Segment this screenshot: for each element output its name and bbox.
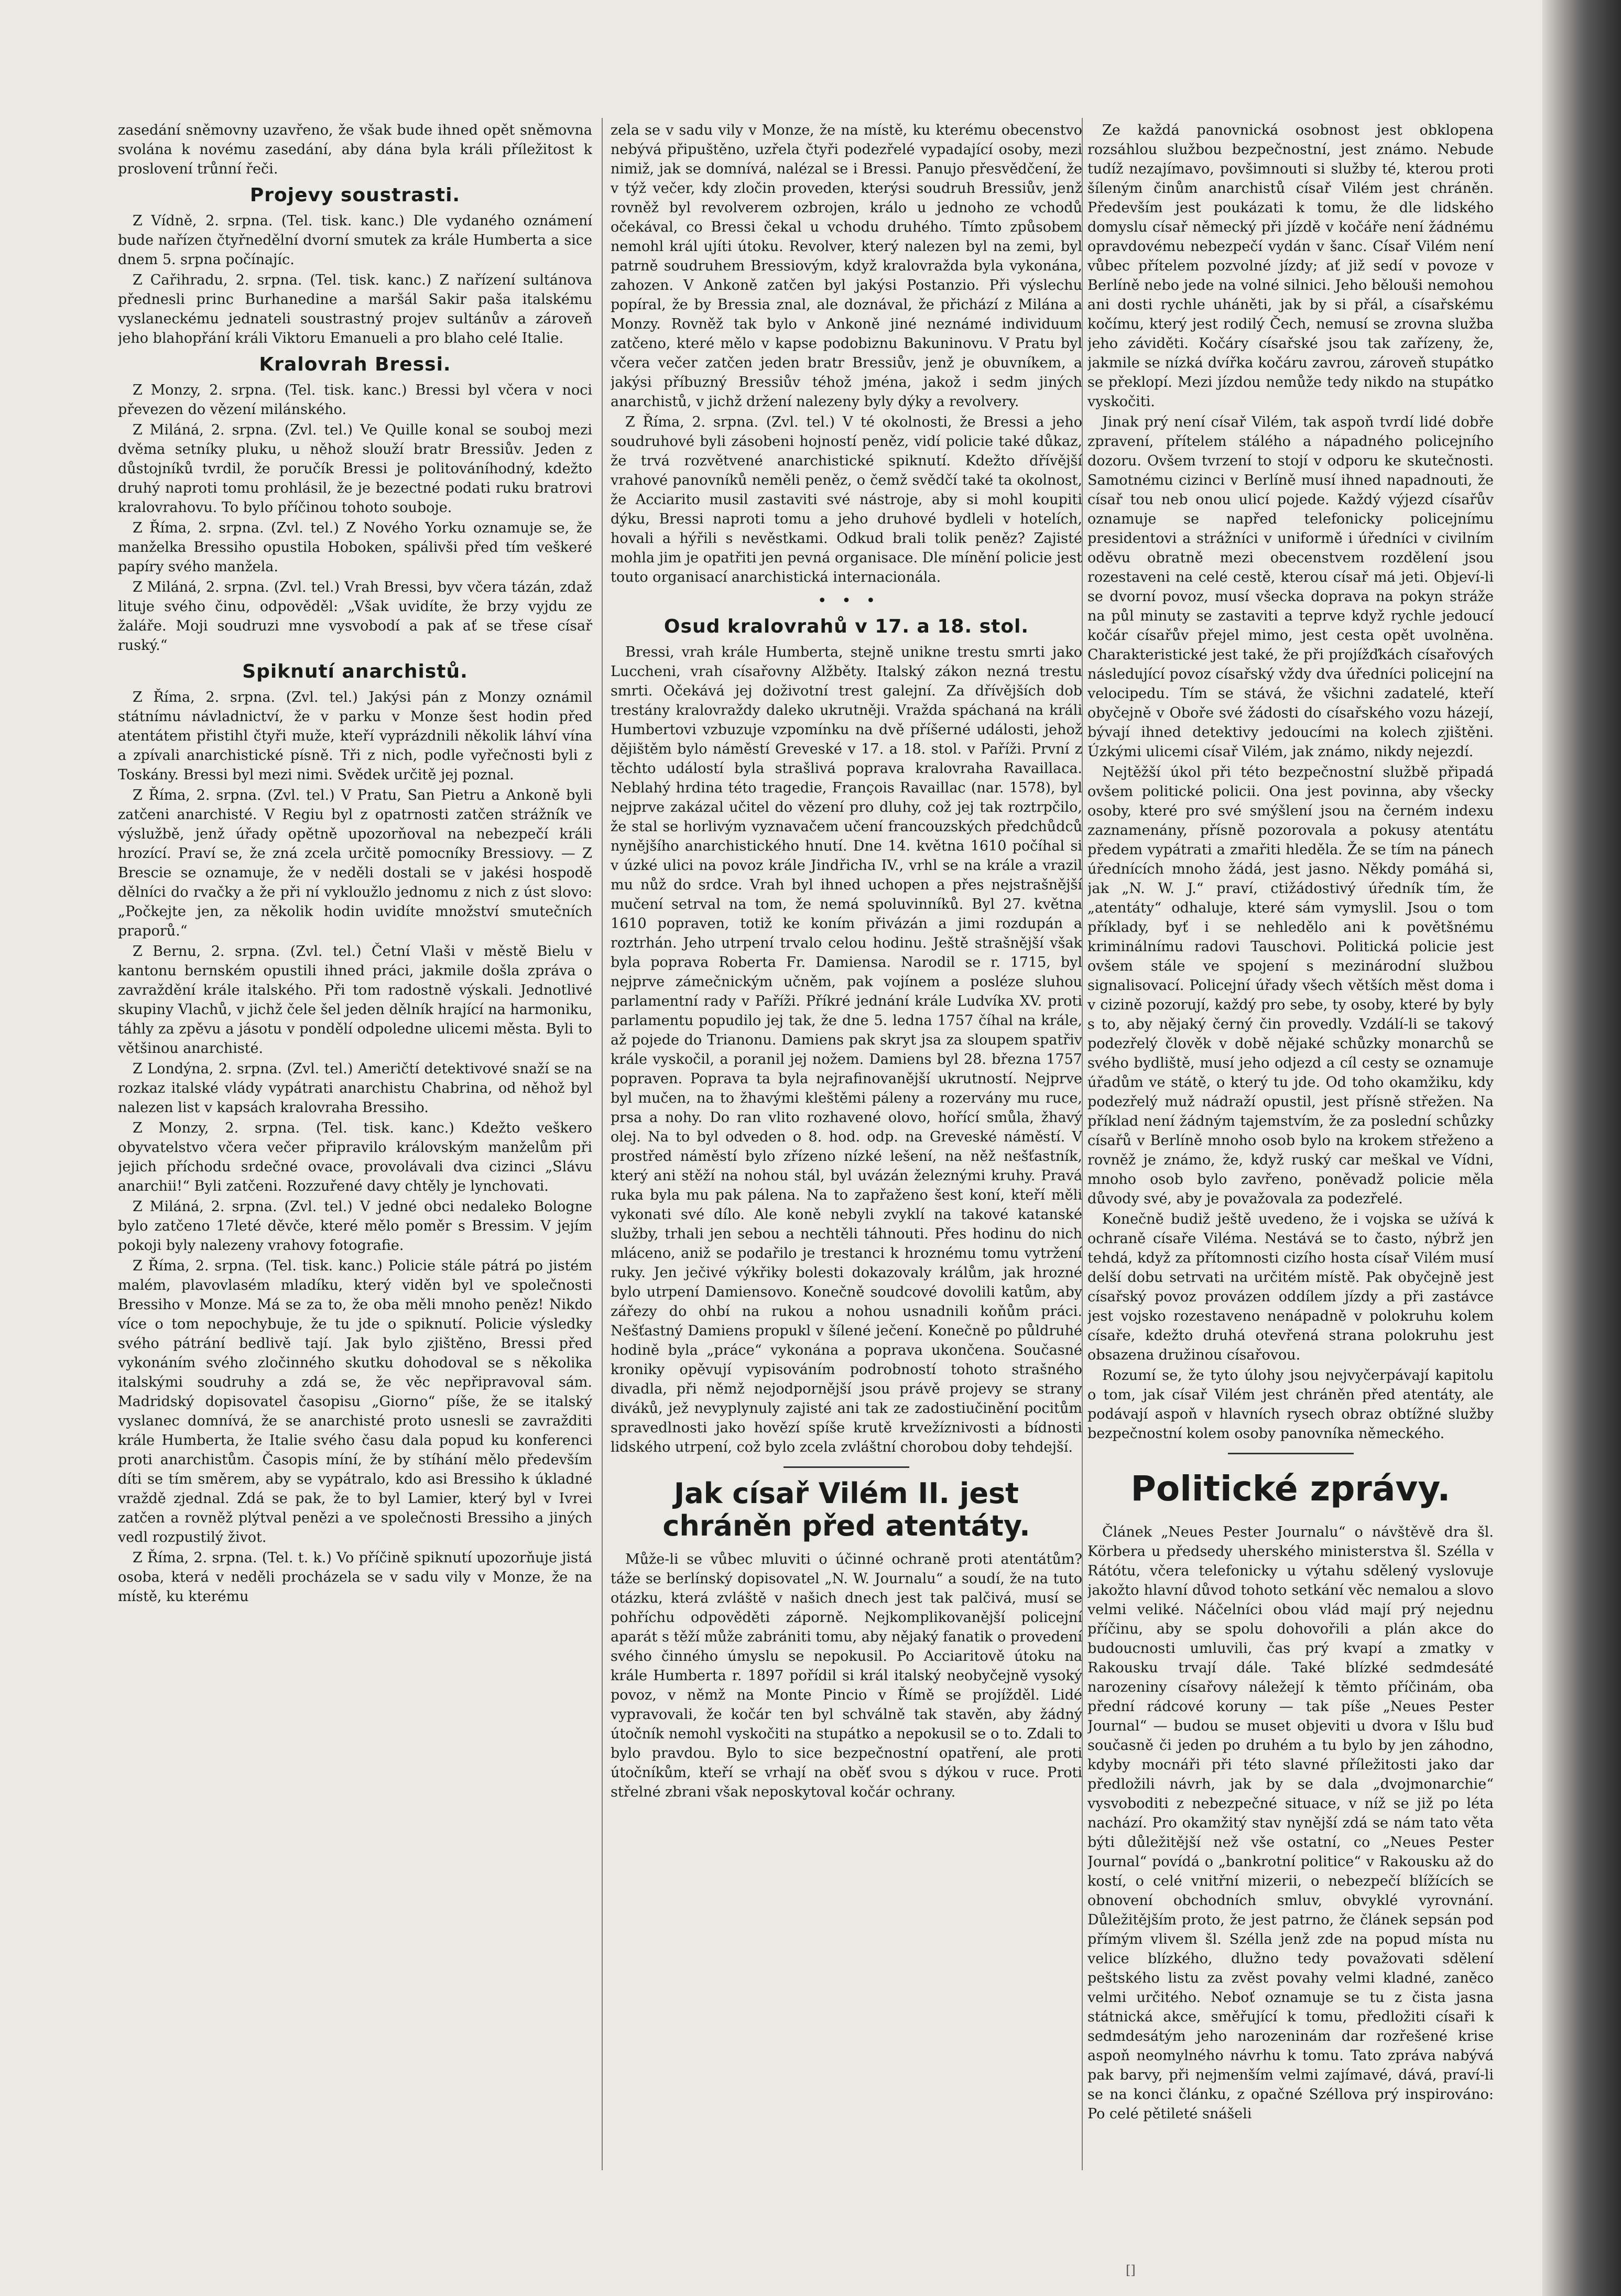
news-item-rome-plot: Z Říma, 2. srpna. (Tel. t. k.) Vo příčině spiknutí upozorňuje jistá osoba, která v neděli procházela se v sadu vily v Monze, že na místě, ku kterému: [118, 1550, 592, 1605]
paragraph-continuation-col2: zela se v sadu vily v Monze, že na místě, ku kterému obecenstvo nebývá připuštěno, uzřela čtyři podezřelé vypadající osoby, mezi nimiž, jak se domnívá, nalézal se i Bressi. Panujo přesvědčení, že v týž večer, kdy zločin proveden, kterýsi soudruh Bressiův, jenž rovněž byl revolverem ozbrojen, králo u jednoho ze vchodů očekával, co Bressi čekal u vchodu druhého. Tímto způsobem nemohl král ujíti útoku. Revolver, který nalezen byl na zemi, byl patrně soudruhem Bressiovým, když kralovražda byla vykonána, zahozen. V Ankoně zatčen byl jakýsi Postanzio. Při výslechu popíral, že by Bressia znal, ale doznával, že přichází z Milána a Monzy. Rovněž tak bylo v Ankoně jiné neznámé individuum zatčeno, které mělo v kapse podobiznu Bakuninovu. V Pratu byl včera večer zatčen jeden bratr Bressiův, jenž je obuvníkem, a jakýsi příbuzný Bressiův téhož jména, jakož i sedm jiných anarchistů, v jichž držení nalezeny byly dýky a revolvery.: [611, 122, 1082, 410]
heading-osud-kralovrahu: Osud kralovrahů v 17. a 18. stol.: [663, 616, 1029, 637]
heading-projevy-soustrasti: Projevy soustrasti.: [249, 184, 461, 206]
article-cisar-vilem-part2: Ze každá panovnická osobnost jest obklopena rozsáhlou službou bezpečnostní, jest známo. Nebude tudíž nezajímavo, povšimnouti si služby té, kterou proti šíleným činům anarchistů císař Vilém jest chráněn. Především jest poukázati k tomu, že dle lidského domyslu císař německý při jízdě v kočáře není žádnému opravdovému nebezpečí vydán v šanc. Císař Vilém není vůbec přítelem pozvolné jízdy; ať již sedí v povoze v Berlíně nebo jede na volné silnici. Jeho bělouši nemohou ani dosti rychle uháněti, jak by si přál, a císařskému kočímu, který jest rodilý Čech, nemusí se zrovna služba jeho záviděti. Kočáry císařské jsou tak zařízeny, že, jakmile se nízká dvířka kočáru zavrou, zároveň stupátko se překlopí. Mezi jízdou nemůže tedy nikdo na stupátko vyskočiti.: [1087, 122, 1494, 410]
heading-politicke-zpravy: Politické zprávy.: [1130, 1468, 1451, 1509]
news-item-milan-duel: Z Miláná, 2. srpna. (Zvl. tel.) Ve Quille konal se souboj mezi dvěma setníky pluku, u něhož slouží bratr Bressiův. Jeden z důstojníků tvrdil, že poručík Bressi je politováníhodný, kdežto druhý naproti tomu prohlásil, že je bezectné podati ruku bratrovi kralovrahovu. To bylo příčinou tohoto souboje.: [118, 422, 592, 516]
column-2: [611, 121, 1082, 2170]
heading-kralovrah-bressi: Kralovrah Bressi.: [259, 354, 451, 375]
article-osud-kralovrahu: Bressi, vrah krále Humberta, stejně unikne trestu smrti jako Luccheni, vrah císařovny Alžběty. Italský zákon nezná trestu smrti. Očekává jej doživotní trest galejní. Za dřívějších dob trestány kralovraždy daleko ukrutněji. Vražda spáchaná na králi Humbertovi vzbuzuje vzpomínku na dvě příšerné události, jehož dějištěm bylo náměstí Greveské v 17. a 18. stol. v Paříži. První z těchto událostí byla strašlivá poprava kralovraha Ravaillaca. Neblahý hrdina této tragedie, François Ravaillac (nar. 1578), byl nejprve zakázal učitel do vězení pro dluhy, což jej tak roztrpčilo, že stal se horlivým vyznavačem učení francouzských předchůdců nynějšího anarchistického hnutí. Dne 14. května 1610 počíhal si v úzké ulici na povoz krále Jindřicha IV., vrhl se na krále a vrazil mu nůž do srdce. Vrah byl ihned uchopen a přes nejstrašnější mučení setrval na tom, že nemá spoluvinníků. Byl 27. května 1610 popraven, totiž ke koním přivázán a jimi rozdupán a roztrhán. Jeho utrpení trvalo celou hodinu. Ještě strašnější však byla poprava Roberta Fr. Damiensa. Narodil se r. 1715, byl nejprve zámečnickým učněm, pak vojínem a posléze sluhou parlamentní rady v Paříži. Příkré jednání krále Ludvíka XV. proti parlamentu popudilo jej tak, že dne 5. ledna 1757 číhal na krále, až pojede do Trianonu. Damiens pak skryt jsa za sloupem spatřiv krále vyskočil, a poranil jej nožem. Damiens byl 28. března 1757 popraven. Poprava ta byla nejrafinovanější ukrutností. Nejprve byl mučen, na to žhavými kleštěmi páleny a rozervány mu ruce, prsa a nohy. Do ran vlito rozhavené olovo, hořící smůla, žhavý olej. Na to byl odveden o 8. hod. odp. na Greveské náměstí. V prostřed náměstí bylo zřízeno nízké lešení, na něž nešťastník, který ani stěží na nohou stál, byl uvázán železnými kruhy. Pravá ruka byla mu pak pálena. Na to zapřaženo šest koní, kteří měli vykonati své dílo. Ale koně nebyli zvyklí na takové katanské služby, trhali jen sebou a nechtěli táhnouti. Přes hodinu do nich mláceno, aniž se podařilo je trestanci k hroznému tomu vytržení ruky. Jen ječivé výkřiky bolesti dokazovaly králům, jak hrozné bylo utrpení Damiensovo. Konečně soudcové dovolili katům, aby zářezy do ohbí na rukou a nohou usnadnili koňům práci. Nešťastný Damiens propukl v šílené ječení. Konečně po půldruhé hodině byla „práce“ vykonána a poprava ukončena. Současné kroniky opěvují vypisováním podrobností tohoto strašného divadla, při němž nejodpornější jsou právě projevy se strany diváků, jež nevyplynuly zajisté ani tak ze zadostiučinění pocitům spravedlnosti jako hovězí spíše krutě krvežíznivosti a bídnosti lidského utrpení, což bylo zcela zvláštní chorobou doby tehdejší.: [611, 644, 1082, 1455]
news-item-monza: Z Monzy, 2. srpna. (Tel. tisk. kanc.) Bressi byl včera v noci převezen do vězení milánského.: [118, 382, 592, 418]
heading-spiknuti-anarchistu: Spiknutí anarchistů.: [242, 661, 468, 682]
news-item-constantinople: Z Cařihradu, 2. srpna. (Tel. tisk. kanc.) Z nařízení sultánova přednesli princ Burhanedine a maršál Sakir paša italskému vyslaneckému jednateli soustrastný projev sultánův a zároveň jeho blahopřání králi Viktoru Emanueli a pro blaho celé Italie.: [118, 272, 592, 346]
paragraph-continuation: zasedání sněmovny uzavřeno, že však bude ihned opět sněmovna svolána k novému zasedání, aby dána byla králi příležitost k proslovení trůnní řeči.: [118, 122, 592, 177]
page-mark: []: [1126, 2263, 1136, 2278]
news-item-rome-park: Z Říma, 2. srpna. (Zvl. tel.) Jakýsi pán z Monzy oznámil státnímu návladnictví, že v parku v Monze šest hodin před atentátem přistihl čtyři muže, kteří vyprázdnili několik láhví vína a zpívali anarchistické písně. Tři z nich, podle vyřečnosti byli z Toskány. Bressi byl mezi nimi. Svědek určitě jej poznal.: [118, 689, 592, 783]
section-rule-2: [1228, 1453, 1354, 1454]
heading-cisar-vilem: Jak císař Vilém II. jest chráněn před atentáty.: [662, 1477, 1030, 1542]
news-item-rome-police: Z Říma, 2. srpna. (Tel. tisk. kanc.) Policie stále pátrá po jistém malém, plavovlasém mladíku, který viděn byl ve společnosti Bressiho v Monze. Má se za to, že oba měli mnoho peněz! Nikdo více o tom nepochybuje, že tu jde o spiknutí. Policie výsledky svého pátrání bedlivě tají. Jak bylo zjištěno, Bressi před vykonáním svého zločinného skutku dohodoval se s několika italskými soudruhy a zdá se, že věc nepřipravoval sám. Madridský dopisovatel časopisu „Giorno“ píše, že se italský vyslanec domnívá, že se anarchisté proto usnesli se zavražditi krále Humberta, že Italie svého času dala popud ku konferenci proti anarchistům. Časopis míní, že by stíhání mělo především díti se tím směrem, aby se vypátralo, kdo asi Bressiho k úkladné vraždě zjednal. Zdá se pak, že to byl Lamier, který byl v Ivrei zatčen a rovněž plýtval penězi a ve společnosti Bressiho a jiných vedl rozpustilý život.: [118, 1258, 592, 1546]
column-3: [1087, 121, 1494, 2170]
article-cisar-vilem-part1: Může-li se vůbec mluviti o účinné ochraně proti atentátům? táže se berlínský dopisovatel „N. W. Journalu“ a soudí, že na tuto otázku, která zvláště v našich dnech jest tak palčivá, musí se pohříchu odpověděti záporně. Nejkomplikovanější policejní aparát s těží může zabrániti tomu, aby nějaký fanatik o provedení svého činného úmyslu se nepokusil. Po Acciaritově útoku na krále Humberta r. 1897 pořídil si král italský neobyčejně vysoký povoz, v němž na Monte Pincio v Římě se projížděl. Lidé vypravovali, že kočár ten byl schválně tak stavěn, aby žádný útočník nemohl vyskočiti na stupátko a nepokusil se o to. Zdali to bylo pravdou. Bylo to sice bezpečnostní opatření, ale proti útočníkům, kteří se vrhají na oběť svou s dýkou v ruce. Proti střelné zbrani však neposkytoval kočár ochrany.: [611, 1551, 1082, 1800]
news-item-rome-arrests: Z Říma, 2. srpna. (Zvl. tel.) V Pratu, San Pietru a Ankoně byli zatčeni anarchisté. V Regiu byl z opatrnosti zatčen strážník ve výslužbě, jenž úřady opětně upozorňoval na nebezpečí králi hrozící. Praví se, že zná zcela určitě pomocníky Bressiovy. — Z Brescie se oznamuje, že v neděli dostali se v jakési hospodě dělníci do rvačky a že při ní vykloužlo jednomu z nich z úst slovo: „Počkejte jen, za několik hodin uvidíte množství smutečních praporů.“: [118, 787, 592, 939]
article-cisar-vilem-part3: Jinak prý není císař Vilém, tak aspoň tvrdí lidé dobře zpravení, přítelem stálého a nápadného policejního dozoru. Ovšem tvrzení to stojí v odporu ke skutečnosti. Samotnému cizinci v Berlíně musí ihned napadnouti, že císař tou neb onou ulicí pojede. Každý výjezd císařův oznamuje se napřed telefonicky policejnímu presidentovi a strážníci v uniformě i úředníci v civilním oděvu obratně mezi obecenstvem rozdělení jsou rozestaveni na celé cestě, kterou císař má jeti. Objeví-li se dvorní povoz, musí všecka doprava na pokyn stráže na půl minuty se zastaviti a teprve když rychle jedoucí kočár císařův přejel mimo, jest cesta opět uvolněna. Charakteristické jest také, že při projížďkách císařových následující povoz císařský vždy dva úředníci policejní na velocipedu. Tím se stává, že všichni zadatelé, kteří obyčejně v Oboře své žádosti do císařského vozu házejí, bývají ihned detektivy jedoucími na kolech zjištěni. Úzkými ulicemi císař Vilém, jak známo, nikdy nejezdí.: [1087, 414, 1494, 760]
news-item-milan-girl: Z Miláná, 2. srpna. (Zvl. tel.) V jedné obci nedaleko Bologne bylo zatčeno 17leté děvče, které mělo poměr s Bressim. V jejím pokoji byly nalezeny vrahovy fotografie.: [118, 1199, 592, 1254]
column-1: [118, 121, 592, 2170]
article-cisar-vilem-part4: Nejtěžší úkol při této bezpečnostní službě připadá ovšem politické policii. Ona jest povinna, aby všecky osoby, které pro své smýšlení jsou na černém indexu zaznamenány, přísně pozorovala a pokusy atentátu předem vypátrati a zmařiti hleděla. Že se tím na pánech úřednících mnoho žádá, jest jasno. Někdy pomáhá si, jak „N. W. J.“ praví, ctižádostivý úředník tím, že „atentáty“ odhaluje, které sám vymyslil. Jsou o tom příklady, byť i se nehledělo ani k povětšnému kriminálnímu radovi Tauschovi. Politická policie jest ovšem stále ve spojení s mezinárodní službou signalisovací. Policejní úřady všech větších měst doma i v cizině pozorují, každý pro sebe, ty osoby, které by byly s to, aby nějaký černý čin provedly. Vzdálí-li se takový podezřelý člověk v době nějaké schůzky monarchů se svého bydliště, musí jeho odjezd a cíl cesty se oznamuje úřadům ve státě, o který tu jde. Od toho okamžiku, kdy podezřelý muž nádraží opustil, jest přísně střežen. Na příklad není žádným tajemstvím, že za poslední schůzky císařů v Berlíně mnoho osob bylo na krokem střeženo a rovněž je známo, že, když ruský car meškal ve Vídni, mnoho osob bylo zavřeno, poněvadž policie měla důvody své, aby je považovala za podezřelé.: [1087, 764, 1494, 1207]
news-item-rome-newyork: Z Říma, 2. srpna. (Zvl. tel.) Z Nového Yorku oznamuje se, že manželka Bressiho opustila Hoboken, spálivši před tím veškeré papíry svého manžela.: [118, 520, 592, 575]
article-politicke-zpravy: Článek „Neues Pester Journalu“ o návštěvě dra šl. Körbera u předsedy uherského ministerstva šl. Szélla v Rátótu, včera telefonicky u výtahu sdělený vyslovuje jakožto hlavní důvod tohoto setkání věc nemalou a slovo velmi veliké. Náčelníci obou vlád mají prý nejednu příčinu, aby se spolu dohovořili a plán akce do budoucnosti umluvili, čas prý kvapí a zmatky v Rakousku trvají dále. Také blízké sedmdesáté narozeniny císařovy náležejí k těmto příčinám, oba přední rádcové koruny — tak píše „Neues Pester Journal“ — budou se muset objeviti u dvora v Išlu buď současně či jeden po druhém a tu bylo by jen záhodno, kdyby mocnáři při této slavné příležitosti jako dar předložili návrh, jak by se dala „dvojmonarchie“ vysvoboditi z nebezpečné situace, v níž se již po léta nachází. Pro okamžitý stav nynější zdá se nám tato věta býti důležitější než vše ostatní, co „Neues Pester Journal“ povídá o „bankrotní politice“ v Rakousku až do kostí, o celé vnitřní mizerii, o nebezpečí blížících se obnovení obchodních smluv, obvyklé vyrovnání. Důležitějším proto, že jest patrno, že článek sepsán pod přímým vlivem šl. Szélla jenž zde na popud místa nu velice blízkého, dlužno tedy považovati sdělení peštského listu za zvěst povahy velmi kladné, zaněco velmi určitého. Neboť oznamuje se tu z čista jasna státnická akce, směřující k tomu, předložiti císaři k sedmdesátým jeho narozeninám dar rozřešené krise aspoň neomylného návrhu k tomu. Tato zpráva nabývá pak barvy, při nejmenším velmi zajímavé, dává, praví-li se na konci článku, z opačné Széllova prý inspirováno: Po celé pětileté snášeli: [1087, 1524, 1494, 2122]
news-item-vienna: Z Vídně, 2. srpna. (Tel. tisk. kanc.) Dle vydaného oznámení bude nařízen čtyřnedělní dvorní smutek za krále Humberta a sice dnem 5. srpna počínajíc.: [118, 213, 592, 268]
news-item-bern: Z Bernu, 2. srpna. (Zvl. tel.) Četní Vlaši v městě Bielu v kantonu bernském opustili ihned práci, jakmile došla zpráva o zavraždění krále italského. Při tom radostně výskali. Jednotlivé skupiny Vlachů, v jichž čele šel jeden dělník hrající na harmoniku, táhly za zpěvu a jásotu v pondělí odpoledne ulicemi města. Byli to většinou anarchisté.: [118, 943, 592, 1057]
news-item-monza-ovation: Z Monzy, 2. srpna. (Tel. tisk. kanc.) Kdežto veškero obyvatelstvo včera večer připravilo královským manželům při jejich příchodu srdečné ovace, provolávali dva cizinci „Slávu anarchii!“ Byli zatčeni. Rozzuřené davy chtěly je lynchovati.: [118, 1120, 592, 1194]
news-item-milan-quote: Z Miláná, 2. srpna. (Zvl. tel.) Vrah Bressi, byv včera tázán, zdaž lituje svého činu, odpověděl: „Však uvidíte, že brzy vyjdu ze žaláře. Moji soudruzi mne vysvobodí a pak ať se třese císař ruský.“: [118, 579, 592, 654]
article-cisar-vilem-part5: Konečně budiž ještě uvedeno, že i vojska se užívá k ochraně císaře Viléma. Nestává se to často, nýbrž jen tehdá, když za přítomnosti cizího hosta císař Vilém musí delší dobu setrvati na určitém místě. Pak obyčejně jest císařský povoz provázen oddílem jízdy a při zastávce jest vojsko rozestaveno nenápadně v polokruhu kolem císaře, kdežto druhá otevřená strana polokruhu jest obsazena družinou císařovou.: [1087, 1211, 1494, 1363]
news-item-rome-money: Z Říma, 2. srpna. (Zvl. tel.) V té okolnosti, že Bressi a jeho soudruhové byli zásobeni hojností peněz, vidí policie také důkaz, že trvá rozvětvené anarchistické spiknutí. Kdežto dřívější vrahové panovníků neměli peněz, o čemž svědčí také ta okolnost, že Acciarito musil zastaviti své nástroje, aby si mohl koupiti dýku, Bressi naproti tomu a jeho druhové bydleli v hotelích, hovali a hýřili s nevěstkami. Odkud brali tolik peněz? Zajisté mohla jim je opatřiti jen pevná organisace. Dle mínění policie jest touto organisací anarchistická internacionála.: [611, 414, 1082, 585]
section-rule: [784, 1466, 909, 1468]
column-divider-1: [602, 118, 603, 2170]
scan-edge-shadow: [1542, 0, 1621, 2296]
article-cisar-vilem-part6: Rozumí se, že tyto úlohy jsou nejvyčerpávají kapitolu o tom, jak císař Vilém jest chráněn před atentáty, ale podávají aspoň v hlavních rysech obraz obtížné služby bezpečnostní kolem osoby panovníka německého.: [1087, 1367, 1494, 1442]
ornament-divider: • • •: [817, 592, 876, 610]
news-item-london: Z Londýna, 2. srpna. (Zvl. tel.) Američtí detektivové snaží se na rozkaz italské vlády vypátrati anarchistu Chabrina, od něhož byl nalezen list v kapsách kralovraha Bressiho.: [118, 1061, 592, 1116]
